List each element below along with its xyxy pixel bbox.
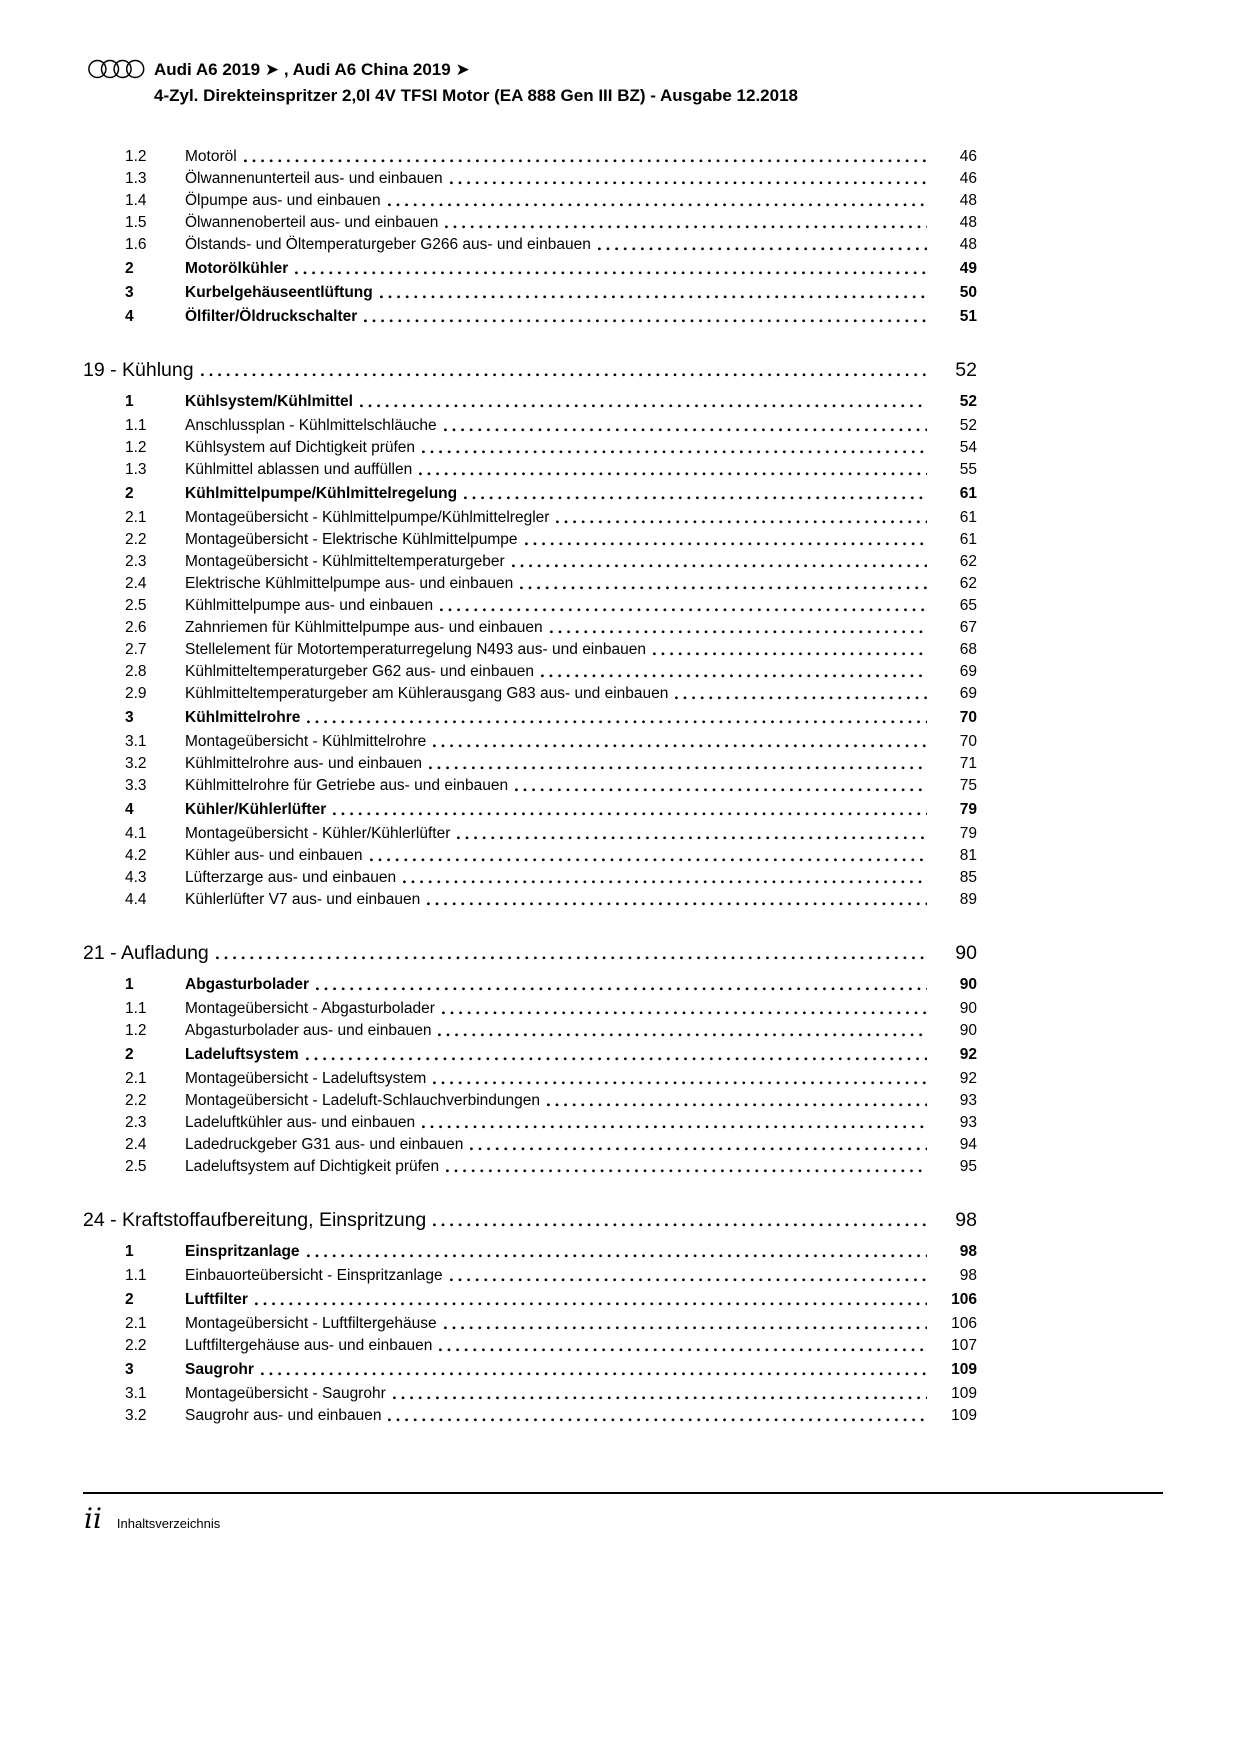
toc-entry-number: 2	[125, 260, 134, 277]
dot-leader	[370, 858, 927, 862]
toc-entry-page: 95	[959, 1158, 977, 1175]
toc-entry-page: 98	[955, 1209, 977, 1231]
dot-leader	[440, 608, 927, 612]
toc-entry	[83, 1112, 977, 1134]
dot-leader	[550, 630, 927, 634]
dot-leader	[422, 1125, 927, 1129]
footer-section-label: Inhaltsverzeichnis	[116, 1516, 221, 1531]
dot-leader	[445, 225, 927, 229]
toc-entry-number: 2	[125, 1291, 134, 1308]
dot-leader	[444, 1326, 927, 1330]
toc-entry	[83, 1289, 977, 1311]
toc-entry-number: 4.2	[125, 847, 147, 864]
toc-entry-title: Anschlussplan - Kühlmittelschläuche	[185, 417, 437, 434]
toc-entry-page: 92	[959, 1070, 977, 1087]
toc-entry	[83, 753, 977, 775]
toc-entry-title: Abgasturbolader	[185, 976, 310, 993]
toc-entry-number: 2.2	[125, 531, 147, 548]
header-model-line: Audi A6 2019 ➤ , Audi A6 China 2019 ➤	[154, 60, 470, 79]
toc-entry-number: 1.3	[125, 461, 147, 478]
toc-entry-number: 2.3	[125, 1114, 147, 1131]
toc-entry-title: Ölwannenunterteil aus- und einbauen	[185, 170, 443, 187]
dot-leader	[547, 1103, 927, 1107]
toc-entry	[83, 823, 977, 845]
toc-entry	[83, 529, 977, 551]
toc-entry-number: 1.1	[125, 417, 147, 434]
toc-entry-page: 107	[951, 1337, 977, 1354]
toc-entry-page: 46	[959, 170, 977, 187]
toc-entry-page: 61	[959, 531, 977, 548]
toc-entry-page: 90	[959, 976, 977, 993]
toc-entry-number: 3	[125, 709, 134, 726]
toc-entry	[83, 551, 977, 573]
dot-leader	[244, 159, 927, 163]
toc-entry-number: 1.3	[125, 170, 147, 187]
toc-entry-title: Einspritzanlage	[185, 1243, 300, 1260]
toc-entry-title: Ladeluftsystem auf Dichtigkeit prüfen	[185, 1158, 440, 1175]
toc-entry	[83, 437, 977, 459]
toc-entry-title: Kühlmittelpumpe aus- und einbauen	[185, 597, 434, 614]
dot-leader	[261, 1372, 927, 1376]
toc-entry	[83, 1335, 977, 1357]
toc-entry	[83, 1265, 977, 1287]
dot-leader	[541, 674, 927, 678]
toc-entry-page: 69	[959, 685, 977, 702]
dot-leader	[515, 788, 927, 792]
toc-entry-title: Ladeluftsystem	[185, 1046, 299, 1063]
toc-entry	[83, 1313, 977, 1335]
dot-leader	[216, 956, 927, 960]
toc-entry-page: 75	[959, 777, 977, 794]
toc-entry	[83, 639, 977, 661]
toc-entry	[83, 358, 977, 383]
toc-entry-page: 49	[959, 260, 977, 277]
toc-entry-title: Kühlmittel ablassen und auffüllen	[185, 461, 413, 478]
toc-entry-title: Kühler/Kühlerlüfter	[185, 801, 327, 818]
toc-entry-number: 1.2	[125, 148, 147, 165]
toc-entry-page: 79	[959, 825, 977, 842]
toc-entry-number: 2.2	[125, 1092, 147, 1109]
toc-entry-title: Zahnriemen für Kühlmittelpumpe aus- und einbauen	[185, 619, 543, 636]
toc-entry-number: 3	[125, 284, 134, 301]
toc-entry-number: 3.2	[125, 755, 147, 772]
dot-leader	[422, 450, 927, 454]
dot-leader	[520, 586, 927, 590]
dot-leader	[295, 271, 927, 275]
toc-entry	[83, 998, 977, 1020]
toc-entry-number: 4.3	[125, 869, 147, 886]
dot-leader	[442, 1011, 927, 1015]
toc-entry-number: 2	[125, 1046, 134, 1063]
toc-entry-title: Kühlmittelrohre	[185, 709, 301, 726]
dot-leader	[307, 1254, 927, 1258]
toc-entry-page: 50	[959, 284, 977, 301]
toc-entry-page: 92	[959, 1046, 977, 1063]
toc-entry-title: 21 - Aufladung	[83, 942, 209, 964]
toc-entry	[83, 258, 977, 280]
toc-entry-title: Ölwannenoberteil aus- und einbauen	[185, 214, 439, 231]
toc-entry-number: 4.4	[125, 891, 147, 908]
dot-leader	[388, 203, 927, 207]
toc-entry-title: Saugrohr	[185, 1361, 254, 1378]
toc-entry-number: 1.2	[125, 439, 147, 456]
toc-entry-number: 2	[125, 485, 134, 502]
toc-entry-number: 2.6	[125, 619, 147, 636]
toc-entry-number: 2.8	[125, 663, 147, 680]
toc-entry-page: 52	[959, 417, 977, 434]
toc-entry-title: Kühlmittelpumpe/Kühlmittelregelung	[185, 485, 458, 502]
toc-entry-number: 1.6	[125, 236, 147, 253]
dot-leader	[433, 1223, 927, 1227]
toc-entry-title: Montageübersicht - Ladeluftsystem	[185, 1070, 427, 1087]
toc-entry-number: 3.1	[125, 1385, 147, 1402]
toc-entry	[83, 212, 977, 234]
toc-entry-number: 1.2	[125, 1022, 147, 1039]
toc-entry	[83, 889, 977, 911]
toc-entry	[83, 595, 977, 617]
toc-entry-page: 93	[959, 1114, 977, 1131]
toc-entry	[83, 391, 977, 413]
dot-leader	[201, 373, 927, 377]
toc-entry	[83, 1134, 977, 1156]
toc-entry-number: 1	[125, 1243, 134, 1260]
toc-entry-title: Montageübersicht - Elektrische Kühlmittelpumpe	[185, 531, 518, 548]
toc-entry-title: Montageübersicht - Kühlmittelrohre	[185, 733, 427, 750]
toc-entry-number: 4	[125, 801, 134, 818]
toc-entry-number: 2.1	[125, 1070, 147, 1087]
dot-leader	[388, 1418, 927, 1422]
toc-entry	[83, 507, 977, 529]
toc-entry	[83, 1405, 977, 1427]
header-title-block	[154, 57, 798, 109]
toc-list	[83, 146, 977, 1427]
toc-entry-page: 85	[959, 869, 977, 886]
dot-leader	[316, 987, 927, 991]
dot-leader	[360, 404, 927, 408]
dot-leader	[429, 766, 927, 770]
toc-entry-title: 24 - Kraftstoffaufbereitung, Einspritzung	[83, 1209, 427, 1231]
dot-leader	[556, 520, 927, 524]
toc-entry-number: 2.1	[125, 509, 147, 526]
toc-entry	[83, 731, 977, 753]
toc-entry	[83, 1020, 977, 1042]
toc-entry	[83, 661, 977, 683]
toc-entry-title: Luftfiltergehäuse aus- und einbauen	[185, 1337, 433, 1354]
toc-entry-page: 67	[959, 619, 977, 636]
toc-entry-page: 48	[959, 214, 977, 231]
header-engine-line: 4-Zyl. Direkteinspritzer 2,0l 4V TFSI Motor (EA 888 Gen III BZ) - Ausgabe 12.2018	[154, 86, 798, 105]
toc-entry-page: 48	[959, 236, 977, 253]
footer-page-number: ii	[84, 1502, 102, 1535]
toc-entry-page: 61	[959, 485, 977, 502]
dot-leader	[457, 836, 927, 840]
toc-entry-title: Einbauorteübersicht - Einspritzanlage	[185, 1267, 443, 1284]
toc-entry-number: 1	[125, 393, 134, 410]
dot-leader	[393, 1396, 927, 1400]
dot-leader	[450, 181, 927, 185]
toc-entry-number: 3	[125, 1361, 134, 1378]
toc-entry-number: 2.2	[125, 1337, 147, 1354]
toc-entry	[83, 799, 977, 821]
dot-leader	[446, 1169, 927, 1173]
toc-entry-page: 69	[959, 663, 977, 680]
toc-entry	[83, 1044, 977, 1066]
dot-leader	[380, 295, 927, 299]
dot-leader	[307, 720, 927, 724]
toc-entry-page: 106	[951, 1315, 977, 1332]
toc-entry-title: Montageübersicht - Saugrohr	[185, 1385, 386, 1402]
toc-entry-page: 109	[951, 1361, 977, 1378]
toc-entry-page: 68	[959, 641, 977, 658]
toc-entry-title: Abgasturbolader aus- und einbauen	[185, 1022, 432, 1039]
dot-leader	[364, 319, 927, 323]
toc-entry-number: 2.1	[125, 1315, 147, 1332]
toc-entry-number: 2.4	[125, 575, 147, 592]
toc-entry-page: 98	[959, 1243, 977, 1260]
toc-entry	[83, 190, 977, 212]
toc-entry-page: 55	[959, 461, 977, 478]
toc-entry-title: Montageübersicht - Abgasturbolader	[185, 1000, 435, 1017]
toc-entry-page: 81	[959, 847, 977, 864]
dot-leader	[512, 564, 927, 568]
toc-entry-number: 1.1	[125, 1267, 147, 1284]
toc-entry-number: 3.3	[125, 777, 147, 794]
toc-entry-title: 19 - Kühlung	[83, 359, 194, 381]
toc-entry-page: 61	[959, 509, 977, 526]
toc-entry-page: 46	[959, 148, 977, 165]
dot-leader	[333, 812, 927, 816]
dot-leader	[255, 1302, 927, 1306]
toc-entry-title: Lüfterzarge aus- und einbauen	[185, 869, 397, 886]
toc-entry	[83, 1208, 977, 1233]
toc-entry-page: 109	[951, 1407, 977, 1424]
toc-entry-number: 1.4	[125, 192, 147, 209]
toc-entry	[83, 941, 977, 966]
toc-entry-title: Montageübersicht - Kühlmitteltemperaturgeber	[185, 553, 505, 570]
toc-entry-number: 1	[125, 976, 134, 993]
dot-leader	[598, 247, 927, 251]
toc-entry-page: 62	[959, 575, 977, 592]
toc-entry-number: 2.9	[125, 685, 147, 702]
toc-entry-page: 94	[959, 1136, 977, 1153]
toc-entry	[83, 573, 977, 595]
dot-leader	[653, 652, 927, 656]
audi-rings-icon	[88, 59, 145, 84]
dot-leader	[306, 1057, 927, 1061]
toc-entry-page: 90	[959, 1000, 977, 1017]
toc-entry-page: 90	[955, 942, 977, 964]
toc-entry	[83, 459, 977, 481]
toc-entry	[83, 1241, 977, 1263]
toc-entry-page: 106	[951, 1291, 977, 1308]
toc-entry-number: 4	[125, 308, 134, 325]
dot-leader	[439, 1348, 927, 1352]
dot-leader	[433, 744, 927, 748]
toc-entry-number: 2.7	[125, 641, 147, 658]
dot-leader	[444, 428, 927, 432]
dot-leader	[525, 542, 927, 546]
toc-entry-page: 93	[959, 1092, 977, 1109]
toc-entry-title: Kühlmitteltemperaturgeber G62 aus- und einbauen	[185, 663, 534, 680]
dot-leader	[419, 472, 927, 476]
toc-entry-page: 89	[959, 891, 977, 908]
toc-entry-page: 98	[959, 1267, 977, 1284]
dot-leader	[675, 696, 927, 700]
toc-entry	[83, 867, 977, 889]
toc-entry	[83, 845, 977, 867]
toc-entry-title: Montageübersicht - Ladeluft-Schlauchverbindungen	[185, 1092, 541, 1109]
toc-entry	[83, 483, 977, 505]
toc-entry-number: 3.1	[125, 733, 147, 750]
dot-leader	[403, 880, 927, 884]
toc-entry-title: Kühler aus- und einbauen	[185, 847, 363, 864]
toc-entry	[83, 974, 977, 996]
toc-entry-number: 2.4	[125, 1136, 147, 1153]
dot-leader	[438, 1033, 927, 1037]
toc-entry-page: 54	[959, 439, 977, 456]
toc-entry	[83, 282, 977, 304]
toc-entry-number: 1.1	[125, 1000, 147, 1017]
toc-entry-page: 70	[959, 709, 977, 726]
toc-entry-page: 79	[959, 801, 977, 818]
document-footer	[84, 1503, 220, 1535]
toc-entry-page: 52	[955, 359, 977, 381]
toc-entry	[83, 683, 977, 705]
toc-entry-title: Stellelement für Motortemperaturregelung N493 aus- und einbauen	[185, 641, 646, 658]
dot-leader	[433, 1081, 927, 1085]
toc-entry	[83, 168, 977, 190]
toc-entry-title: Montageübersicht - Kühlmittelpumpe/Kühlmittelregler	[185, 509, 550, 526]
toc-entry-title: Montageübersicht - Kühler/Kühlerlüfter	[185, 825, 451, 842]
toc-entry-page: 90	[959, 1022, 977, 1039]
toc-entry-title: Kühlmitteltemperaturgeber am Kühlerausgang G83 aus- und einbauen	[185, 685, 669, 702]
toc-entry	[83, 707, 977, 729]
toc-entry-page: 109	[951, 1385, 977, 1402]
toc-entry-number: 1.5	[125, 214, 147, 231]
toc-entry-number: 3.2	[125, 1407, 147, 1424]
toc-entry	[83, 1383, 977, 1405]
toc-entry-title: Montageübersicht - Luftfiltergehäuse	[185, 1315, 437, 1332]
toc-entry-number: 4.1	[125, 825, 147, 842]
toc-entry-number: 2.5	[125, 1158, 147, 1175]
toc-entry-title: Saugrohr aus- und einbauen	[185, 1407, 382, 1424]
toc-entry	[83, 306, 977, 328]
toc-entry-page: 48	[959, 192, 977, 209]
toc-entry	[83, 1090, 977, 1112]
dot-leader	[464, 496, 927, 500]
toc-entry	[83, 1359, 977, 1381]
toc-entry-title: Elektrische Kühlmittelpumpe aus- und einbauen	[185, 575, 514, 592]
toc-entry	[83, 1068, 977, 1090]
toc-entry	[83, 234, 977, 256]
toc-entry-page: 71	[959, 755, 977, 772]
toc-entry-title: Ladedruckgeber G31 aus- und einbauen	[185, 1136, 464, 1153]
toc-entry	[83, 775, 977, 797]
toc-entry-number: 2.5	[125, 597, 147, 614]
toc-entry-title: Kühlsystem auf Dichtigkeit prüfen	[185, 439, 416, 456]
document-header	[88, 57, 798, 109]
toc-entry-page: 52	[959, 393, 977, 410]
toc-entry-page: 51	[959, 308, 977, 325]
toc-entry-page: 70	[959, 733, 977, 750]
footer-divider	[83, 1492, 1163, 1494]
toc-entry-title: Motorölkühler	[185, 260, 289, 277]
toc-entry	[83, 146, 977, 168]
toc-entry-page: 62	[959, 553, 977, 570]
toc-entry-title: Kühlerlüfter V7 aus- und einbauen	[185, 891, 421, 908]
toc-entry-title: Kurbelgehäuseentlüftung	[185, 284, 373, 301]
toc-entry-title: Kühlmittelrohre für Getriebe aus- und einbauen	[185, 777, 509, 794]
toc-entry-number: 2.3	[125, 553, 147, 570]
toc-entry	[83, 617, 977, 639]
toc-entry-title: Kühlmittelrohre aus- und einbauen	[185, 755, 422, 772]
toc-entry-title: Ölfilter/Öldruckschalter	[185, 308, 358, 325]
toc-entry	[83, 1156, 977, 1178]
dot-leader	[470, 1147, 927, 1151]
toc-entry-title: Ladeluftkühler aus- und einbauen	[185, 1114, 416, 1131]
dot-leader	[427, 902, 927, 906]
toc-entry-title: Ölpumpe aus- und einbauen	[185, 192, 381, 209]
toc-entry-title: Kühlsystem/Kühlmittel	[185, 393, 353, 410]
toc-entry-title: Motoröl	[185, 148, 237, 165]
toc-entry-title: Luftfilter	[185, 1291, 248, 1308]
dot-leader	[450, 1278, 927, 1282]
toc-entry	[83, 415, 977, 437]
toc-entry-title: Ölstands- und Öltemperaturgeber G266 aus- und einbauen	[185, 236, 591, 253]
toc-entry-page: 65	[959, 597, 977, 614]
